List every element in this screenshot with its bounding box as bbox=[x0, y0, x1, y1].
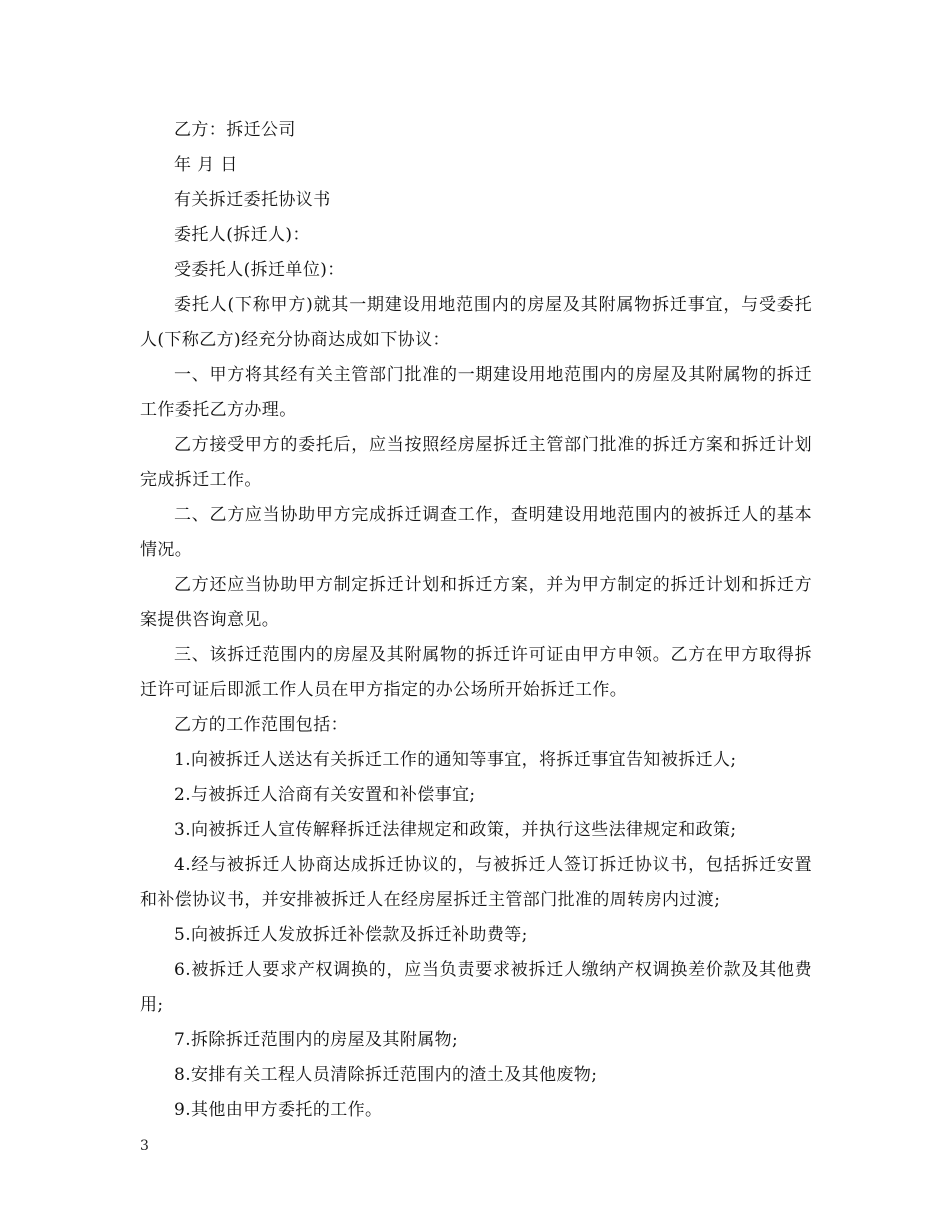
paragraph-work-scope: 乙方的工作范围包括： bbox=[174, 715, 348, 735]
paragraph-agent: 受委托人(拆迁单位)： bbox=[174, 260, 345, 280]
paragraph-preamble: 委托人(下称甲方)就其一期建设用地范围内的房屋及其附属物拆迁事宜，与受委托人(下称乙方)经充分协商达成如下协议： bbox=[140, 295, 812, 350]
list-item: 2.与被拆迁人洽商有关安置和补偿事宜; bbox=[174, 785, 476, 805]
list-item: 1.向被拆迁人送达有关拆迁工作的通知等事宜，将拆迁事宜告知被拆迁人; bbox=[174, 750, 737, 770]
paragraph-clause-1-detail: 乙方接受甲方的委托后，应当按照经房屋拆迁主管部门批准的拆迁方案和拆迁计划完成拆迁工作。 bbox=[140, 435, 812, 490]
paragraph-party-b: 乙方：拆迁公司 bbox=[174, 120, 296, 140]
page-number: 3 bbox=[140, 1138, 149, 1154]
list-item: 6.被拆迁人要求产权调换的，应当负责要求被拆迁人缴纳产权调换差价款及其他费用; bbox=[140, 960, 812, 1015]
paragraph-clause-2-detail: 乙方还应当协助甲方制定拆迁计划和拆迁方案，并为甲方制定的拆迁计划和拆迁方案提供咨询意见。 bbox=[140, 575, 812, 630]
document-body bbox=[140, 113, 812, 1128]
list-item: 7.拆除拆迁范围内的房屋及其附属物; bbox=[174, 1030, 459, 1050]
list-item: 3.向被拆迁人宣传解释拆迁法律规定和政策，并执行这些法律规定和政策; bbox=[174, 820, 737, 840]
list-item: 5.向被拆迁人发放拆迁补偿款及拆迁补助费等; bbox=[174, 925, 528, 945]
list-item: 8.安排有关工程人员清除拆迁范围内的渣土及其他废物; bbox=[174, 1065, 598, 1085]
paragraph-clause-2: 二、乙方应当协助甲方完成拆迁调查工作，查明建设用地范围内的被拆迁人的基本情况。 bbox=[140, 505, 812, 560]
paragraph-clause-3: 三、该拆迁范围内的房屋及其附属物的拆迁许可证由甲方申领。乙方在甲方取得拆迁许可证后即派工作人员在甲方指定的办公场所开始拆迁工作。 bbox=[140, 645, 812, 700]
paragraph-clause-1: 一、甲方将其经有关主管部门批准的一期建设用地范围内的房屋及其附属物的拆迁工作委托乙方办理。 bbox=[140, 365, 812, 420]
list-item: 9.其他由甲方委托的工作。 bbox=[174, 1100, 383, 1120]
list-item: 4.经与被拆迁人协商达成拆迁协议的，与被拆迁人签订拆迁协议书，包括拆迁安置和补偿协议书，并安排被拆迁人在经房屋拆迁主管部门批准的周转房内过渡; bbox=[140, 855, 812, 910]
paragraph-principal: 委托人(拆迁人)： bbox=[174, 225, 310, 245]
document-title: 有关拆迁委托协议书 bbox=[174, 190, 331, 210]
paragraph-date: 年 月 日 bbox=[174, 155, 238, 175]
